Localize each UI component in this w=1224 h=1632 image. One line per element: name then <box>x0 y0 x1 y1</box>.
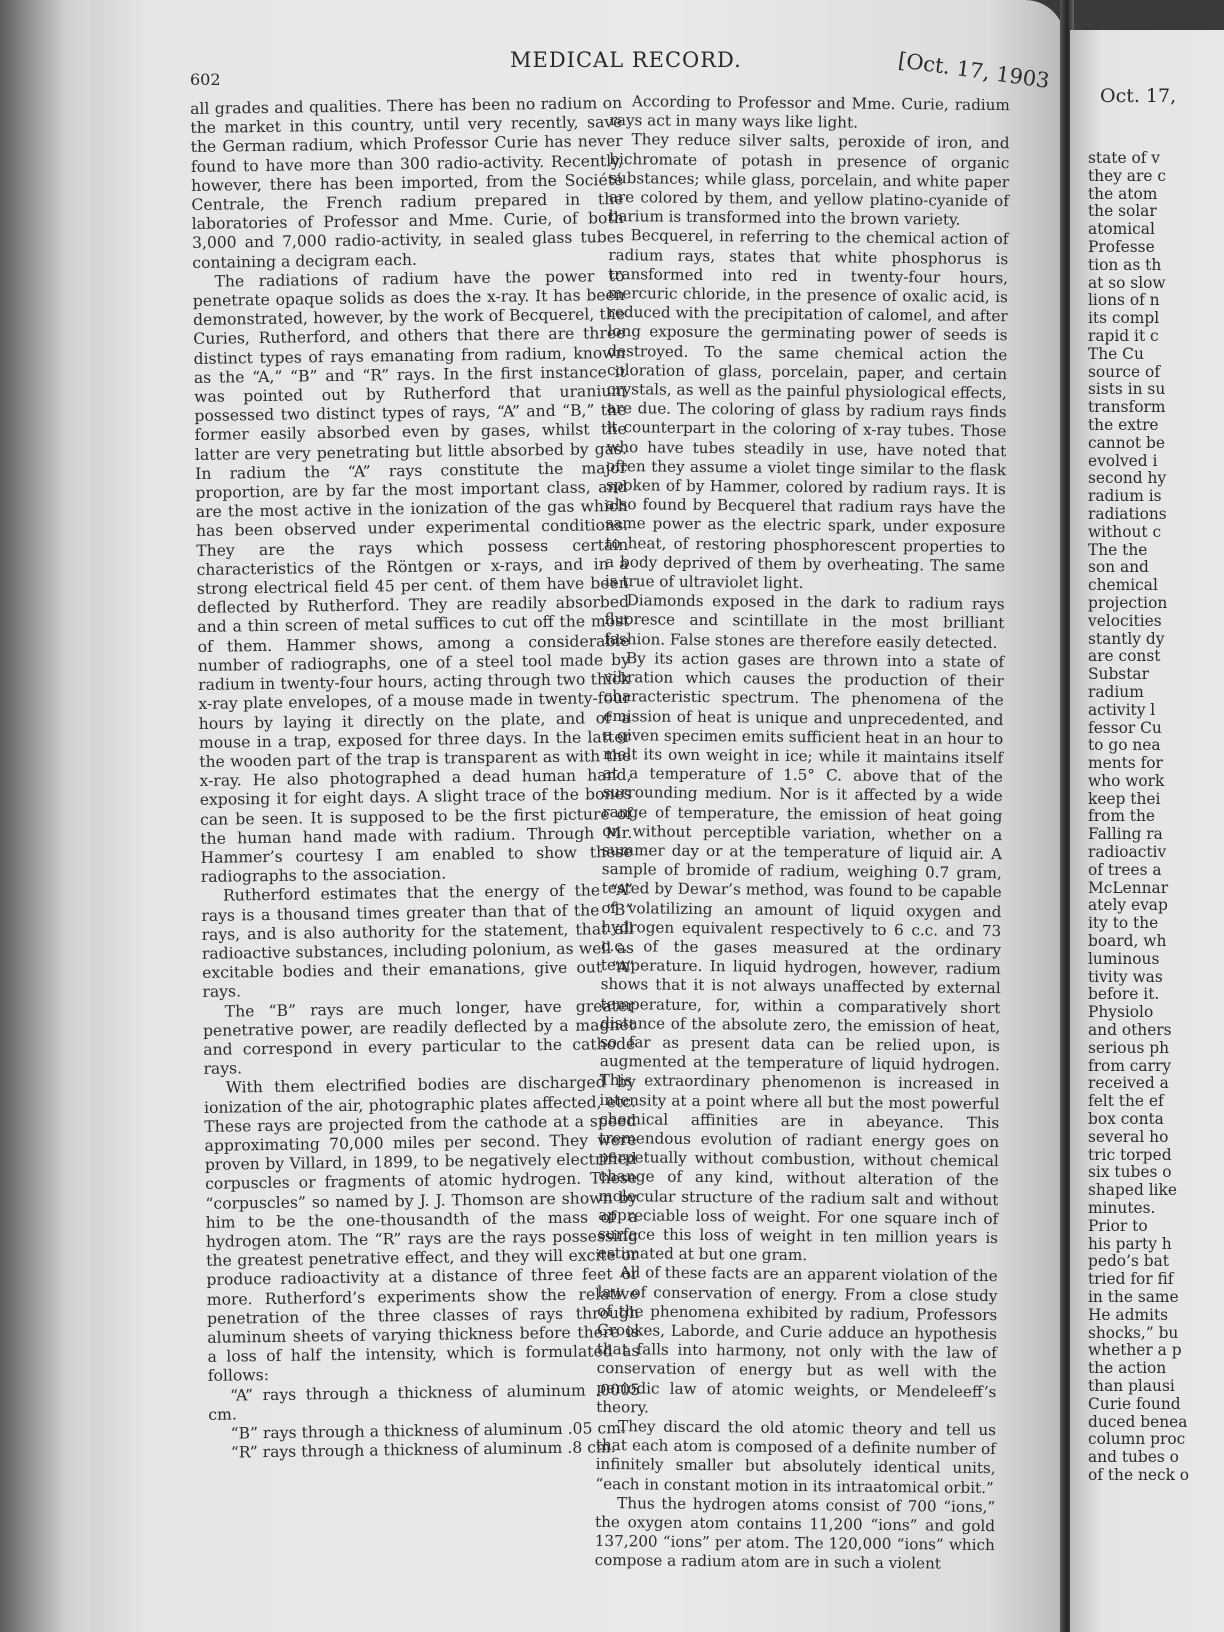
right-page-line: who work <box>1088 771 1165 790</box>
right-page-line: from carry <box>1088 1056 1172 1075</box>
right-page-line: luminous <box>1088 949 1160 968</box>
paragraph: Rutherford estimates that the energy of the “A” rays is a thousand times greater than that of the “B” rays, and is also authority for the statement, that all radioactive substances, including polonium, as well as excitable bodies and their emanations, give out “A” rays. <box>201 881 635 1002</box>
right-page-line: sists in su <box>1088 380 1166 399</box>
text-column-left <box>190 94 641 1463</box>
right-page-line: source of <box>1088 362 1161 381</box>
paragraph: They discard the old atomic theory and tell us that each atom is composed of a definite number of infinitely smaller but absolutely identical units, “each in constant motion in its intraatomical orbit.” <box>595 1417 997 1497</box>
right-page-line: projection <box>1088 593 1168 612</box>
right-page-line: shaped like <box>1088 1181 1177 1200</box>
right-page-line: velocities <box>1088 611 1162 630</box>
right-page-line: and tubes o <box>1088 1448 1179 1467</box>
right-page-line: at so slow <box>1088 273 1166 292</box>
paragraph: Becquerel, in referring to the chemical action of radium rays, states that white phosphorus is transformed into red in twenty-four hours, mercuric chloride, in the presence of oxalic acid, is reduced with the precipitation of calomel, and after long exposure the germinating power of seeds is destroyed. To the same chemical action the coloration of glass, porcelain, paper, and certain crystals, as well as the painful physiological effects, are due. The coloring of glass by radium rays finds it counterpart in the coloring of x-ray tubes. Those who have tubes steadily in use, have noted that often they assume a violet tinge similar to the flask spoken of by Hammer, colored by radium rays. It is also found by Becquerel that radium rays have the same power as the electric spark, under exposure to heat, of restoring phosphorescent properties to a body deprived of them by overheating. The same is true of ultraviolet light. <box>604 226 1009 593</box>
right-page-line: tion as th <box>1088 255 1162 274</box>
right-page-text <box>1088 150 1224 1485</box>
right-page-line: pedo’s bat <box>1088 1252 1169 1271</box>
right-page-line: lions of n <box>1088 291 1160 310</box>
right-page-line: Curie found <box>1088 1394 1181 1413</box>
paragraph: By its action gases are thrown into a state of vibration which causes the production of their characteristic spectrum. The phenomena of the emission of heat is unique and unprecedented, and a given specimen emits sufficient heat in an hour to melt its own weight in ice; while it maintains itself at a temperature of 1.5° C. above that of the surrounding medium. Nor is it affected by a wide range of temperature, the emission of heat going on without perceptible variation, whether on a summer day or at the temperature of liquid air. A sample of bromide of radium, weighing 0.7 gram, tested by Dewar’s method, was found to be capable of volatilizing an amount of liquid oxygen and hydrogen equivalent respectively to 6 c.c. and 73 c.c. of the gases measured at the ordinary temperature. In liquid hydrogen, however, radium shows that it is not always unaffected by external temperature, for, within a comparatively short distance of the absolute zero, the emission of heat, so far as present data can be relied upon, is augmented at the temperature of liquid hydrogen. This extraordinary phenomenon is increased in intensity at a point where all but the most powerful chemical affinities are in abeyance. This tremendous evolution of radiant energy goes on perpetually without combustion, without chemical change of any kind, without alteration of the molecular structure of the radium salt and without appreciable loss of weight. For one square inch of surface this loss of weight in ten million years is estimated at but one gram. <box>597 649 1005 1265</box>
paragraph: Diamonds exposed in the dark to radium rays fluoresce and scintillate in the most brilliant fashion. False stones are therefore easily detected. <box>604 591 1005 652</box>
right-page-line: box conta <box>1088 1110 1164 1129</box>
right-page-line: serious ph <box>1088 1038 1170 1057</box>
right-page-line: ately evap <box>1088 896 1168 915</box>
right-page-line: son and <box>1088 558 1149 577</box>
right-page-line: ments for <box>1088 754 1163 773</box>
paragraph: They reduce silver salts, peroxide of iron, and bichromate of potash in presence of organic substances; while glass, porcelain, and white paper are colored by them, and yellow platino-cyanide of barium is transformed into the brown variety. <box>608 130 1010 229</box>
right-page-line: stantly dy <box>1088 629 1165 648</box>
right-page-line: than plausi <box>1088 1376 1175 1395</box>
right-page-line: radium is <box>1088 487 1162 506</box>
paragraph: “B” rays through a thickness of aluminum .05 cm. <box>230 1419 627 1443</box>
right-page-header: Oct. 17, <box>1100 85 1177 107</box>
right-page-line: the action <box>1088 1359 1167 1378</box>
paragraph: All of these facts are an apparent violation of the law of conservation of energy. From a close study of the phenomena exhibited by radium, Professors Crookes, Laborde, and Curie adduce an hypothesis that falls into harmony, not only with the law of conservation of energy but as well with the periodic law of atomic weights, or Mendeleeff’s theory. <box>596 1263 998 1417</box>
left-page <box>90 0 1065 1632</box>
right-page-line: minutes. <box>1088 1199 1156 1218</box>
right-page-line: Professe <box>1088 237 1155 256</box>
paragraph: The “B” rays are much longer, have greater penetrative power, are readily deflected by a magnet and correspond in every particular to the cathode rays. <box>202 996 636 1079</box>
right-page-line: radium <box>1088 682 1144 701</box>
right-page-line: The Cu <box>1088 344 1144 363</box>
right-page-line: of trees a <box>1088 860 1162 879</box>
right-page-line: felt the ef <box>1088 1092 1164 1111</box>
right-page-line: fessor Cu <box>1088 718 1162 737</box>
right-page-line: his party h <box>1088 1234 1172 1253</box>
text-column-right <box>595 92 1010 1575</box>
right-page-line: McLennar <box>1088 878 1169 897</box>
paragraph: all grades and qualities. There has been no radium on the market in this country, until very recently, save the German radium, which Professor Curie has never found to have more than 300 radio-activity. Recently, however, there has been imported, from the Société Centrale, the French radium prepared in the laboratories of Professor and Mme. Curie, of both 3,000 and 7,000 radio-activity, in sealed glass tubes containing a decigram each. <box>190 93 625 272</box>
right-page-line: from the <box>1088 807 1156 826</box>
right-page-line: cannot be <box>1088 433 1165 452</box>
right-page-line: they are c <box>1088 166 1166 185</box>
right-page-line: Substar <box>1088 665 1149 684</box>
right-page-line: are const <box>1088 647 1161 666</box>
right-page-partial <box>1070 30 1224 1632</box>
right-page-line: whether a p <box>1088 1341 1182 1360</box>
right-page-line: Physiolo <box>1088 1003 1154 1022</box>
right-page-line: radioactiv <box>1088 843 1167 862</box>
right-page-line: He admits <box>1088 1305 1169 1324</box>
journal-title: MEDICAL RECORD. <box>510 48 742 72</box>
right-page-line: duced benea <box>1088 1412 1188 1431</box>
right-page-line: state of v <box>1088 149 1160 167</box>
issue-date: [Oct. 17, 1903 <box>896 48 1052 93</box>
right-page-line: without c <box>1088 522 1162 541</box>
right-page-line: rapid it c <box>1088 326 1159 345</box>
right-page-line: ity to the <box>1088 914 1159 933</box>
right-page-line: the solar <box>1088 202 1157 221</box>
right-page-line: its compl <box>1088 309 1160 328</box>
right-page-line: six tubes o <box>1088 1163 1172 1182</box>
right-page-line: radiations <box>1088 504 1167 523</box>
right-page-line: shocks,” bu <box>1088 1323 1179 1342</box>
right-page-line: before it. <box>1088 985 1160 1004</box>
right-page-line: in the same <box>1088 1288 1179 1306</box>
right-page-line: board, wh <box>1088 932 1167 951</box>
paragraph: According to Professor and Mme. Curie, radium rays act in many ways like light. <box>609 92 1010 132</box>
right-page-line: and others <box>1088 1021 1172 1040</box>
right-page-line: The the <box>1088 540 1148 559</box>
paragraph: The radiations of radium have the power to penetrate opaque solids as does the x-ray. It has been demonstrated, however, by the work of Becquerel, the Curies, Rutherford, and others that there are three distinct types of rays emanating from radium, known as the “A,” “B” and “R” rays. In the first instance it was pointed out by Rutherford that uranium possessed two distinct types of rays, “A” and “B,” the former easily absorbed even by gases, whilst the latter are very penetrating but little absorbed by gas. In radium the “A” rays constitute the major proportion, are by far the most important class, and are the most active in the ionization of the gas which has been observed under experimental conditions. They are the rays which possess certain characteristics of the Röntgen or x-rays, and in a strong electrical field 45 per cent. of them have been deflected by Rutherford. They are readily absorbed and a thin screen of metal suffices to cut off the most of them. Hammer shows, among a considerable number of radiographs, one of a steel tool made by radium in twenty-four hours, acting through two thick x-ray plate envelopes, of a mouse made in twenty-four hours by laying it directly on the plate, and of a mouse in a trap, exposed for three days. In the latter the wooden part of the trap is transparent as with the x-ray. He also photographed a dead human hand, exposing it for eight days. A slight trace of the bones can be seen. It is supposed to be the first picture of the human hand made with radium. Through Mr. Hammer’s courtesy I am enabled to show these radiographs to the association. <box>192 266 633 887</box>
right-page-line: evolved i <box>1088 451 1158 470</box>
right-page-line: transform <box>1088 398 1166 417</box>
paragraph: “R” rays through a thickness of aluminum .8 cm. <box>230 1438 616 1462</box>
right-page-line: tried for fif <box>1088 1270 1174 1289</box>
right-page-line: of the neck o <box>1088 1465 1190 1484</box>
right-page-line: to go nea <box>1088 736 1161 755</box>
paragraph: With them electrified bodies are discharged by ionization of the air, photographic plates affected, etc. These rays are projected from the cathode at a speed approximating 70,000 miles per second. They were proven by Villard, in 1899, to be negatively electrified corpuscles or fragments of atomic hydrogen. These “corpuscles” so named by J. J. Thomson are shown by him to be the one-thousandth of the mass of a hydrogen atom. The “R” rays are the rays possessing the greatest penetrative effect, and they will excite or produce radioactivity at a distance of three feet or more. Rutherford’s experiments show the relative penetration of the three classes of rays through aluminum sheets of varying thickness before there is a loss of half the intensity, which is formulated as follows: <box>203 1073 640 1386</box>
right-page-line: column proc <box>1088 1430 1186 1449</box>
right-page-line: the atom <box>1088 184 1158 203</box>
right-page-line: chemical <box>1088 576 1158 595</box>
right-page-line: keep thei <box>1088 789 1161 808</box>
right-page-line: atomical <box>1088 220 1155 239</box>
right-page-line: tivity was <box>1088 967 1163 986</box>
right-page-line: Prior to <box>1088 1216 1148 1235</box>
right-page-line: second hy <box>1088 469 1167 488</box>
right-page-line: tric torped <box>1088 1145 1172 1164</box>
paragraph: Thus the hydrogen atoms consist of 700 “ions,” the oxygen atom contains 11,200 “ions” and gold 137,200 “ions” per atom. The 120,000 “ions” which compose a radium atom are in such a violent <box>594 1493 996 1573</box>
paragraph: “A” rays through a thickness of aluminum .0005 cm. <box>208 1380 641 1424</box>
right-page-line: several ho <box>1088 1127 1169 1146</box>
right-page-line: received a <box>1088 1074 1169 1093</box>
right-page-line: activity l <box>1088 700 1156 719</box>
right-page-line: the extre <box>1088 415 1159 434</box>
page-number: 602 <box>190 70 221 89</box>
right-page-line: Falling ra <box>1088 825 1163 844</box>
